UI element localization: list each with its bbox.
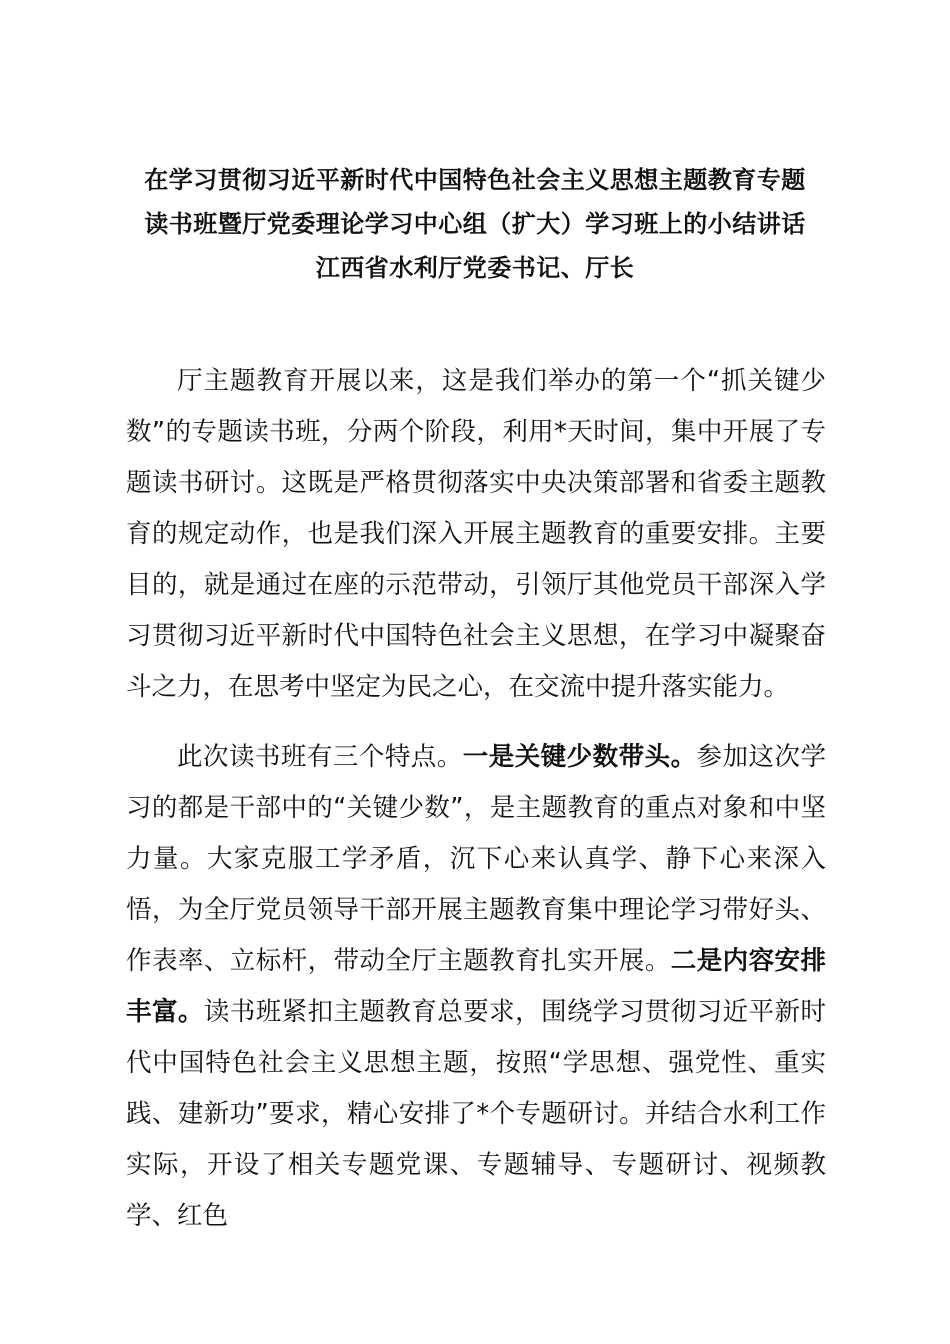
paragraph-2 (126, 732, 826, 1242)
document-title (120, 158, 830, 290)
paragraph-1: 厅主题教育开展以来，这是我们举办的第一个“抓关键少数”的专题读书班，分两个阶段，利用*天时间，集中开展了专题读书研讨。这既是严格贯彻落实中央决策部署和省委主题教育的规定动作，也是我们深入开展主题教育的重要安排。主要目的，就是通过在座的示范带动，引领厅其他党员干部深入学习贯彻习近平新时代中国特色社会主义思想，在学习中凝聚奋斗之力，在思考中坚定为民之心，在交流中提升落实能力。 (126, 366, 826, 702)
paragraph-2-intro: 此次读书班有三个特点。 (177, 742, 463, 772)
point-2-text: 读书班紧扣主题教育总要求，围绕学习贯彻习近平新时代中国特色社会主义思想主题，按照“学思想、强党性、重实践、建新功”要求，精心安排了*个专题研讨。并结合水利工作实际，开设了相关专题党课、专题辅导、专题研讨、视频教学、红色 (126, 997, 826, 1231)
title-line-2: 读书班暨厅党委理论学习中心组（扩大）学习班上的小结讲话 (144, 210, 806, 238)
point-1-text: 参加这次学习的都是干部中的“关键少数”，是主题教育的重点对象和中坚力量。大家克服工学矛盾，沉下心来认真学、静下心来深入悟，为全厅党员领导干部开展主题教育集中理论学习带好头、作表率、立标杆，带动全厅主题教育扎实开展。 (126, 742, 826, 976)
title-line-1: 在学习贯彻习近平新时代中国特色社会主义思想主题教育专题 (144, 166, 806, 194)
title-line-3-author: 江西省水利厅党委书记、厅长 (315, 254, 635, 282)
point-1-heading: 一是关键少数带头。 (462, 742, 697, 772)
point-2-heading: 二是内容安排丰富。 (126, 946, 826, 1027)
